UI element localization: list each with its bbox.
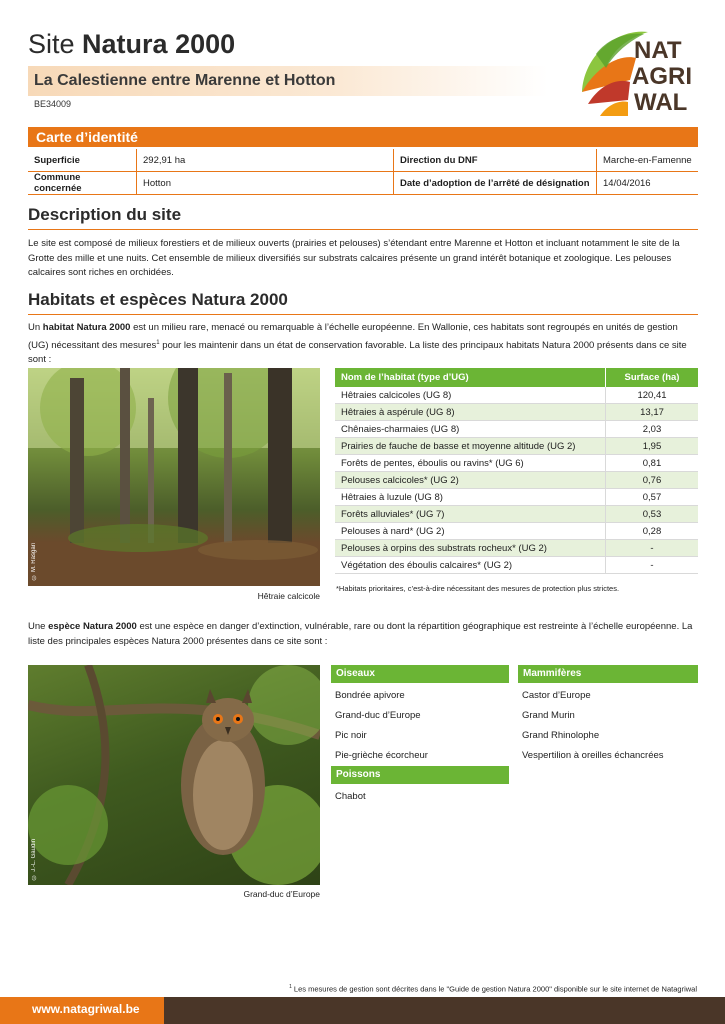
identity-label: Date d’adoption de l’arrêté de désignation <box>394 172 597 195</box>
habitat-name: Forêts de pentes, éboulis ou ravins* (UG 6) <box>335 455 606 472</box>
species-item: Grand Murin <box>522 710 575 721</box>
habitat-row <box>335 489 698 506</box>
habitat-surface: 0,28 <box>606 523 699 540</box>
species-group-heading: Poissons <box>331 766 509 784</box>
habitat-row <box>335 540 698 557</box>
habitat-surface: 1,95 <box>606 438 699 455</box>
owl-illustration <box>28 665 320 885</box>
habitat-surface: 0,76 <box>606 472 699 489</box>
habitat-row <box>335 455 698 472</box>
eagle-owl-photo <box>28 665 320 885</box>
species-item: Grand-duc d’Europe <box>335 710 421 721</box>
species-item: Vespertilion à oreilles échancrées <box>522 750 664 761</box>
table-footnote: *Habitats prioritaires, c’est-à-dire nécessitant des mesures de protection plus strictes. <box>336 584 620 593</box>
habitat-surface: - <box>606 557 699 574</box>
habitat-name: Pelouses à orpins des substrats rocheux* (UG 2) <box>335 540 606 557</box>
habitat-name: Pelouses calcicoles* (UG 2) <box>335 472 606 489</box>
divider <box>28 229 698 230</box>
identity-row <box>28 172 698 195</box>
species-item: Grand Rhinolophe <box>522 730 600 741</box>
photo-credit: © J.-L. Gaudin <box>31 838 37 879</box>
habitat-row <box>335 557 698 574</box>
identity-table <box>28 149 698 195</box>
species-group-heading: Oiseaux <box>331 665 509 683</box>
page-title: Site Natura 2000 <box>28 29 236 59</box>
habitat-row <box>335 387 698 404</box>
identity-value: 14/04/2016 <box>597 172 699 195</box>
logo-line-3: WAL <box>634 89 688 116</box>
beech-forest-photo <box>28 368 320 586</box>
habitat-name: Hêtraies à luzule (UG 8) <box>335 489 606 506</box>
divider <box>28 314 698 315</box>
habitat-table-header <box>335 368 698 387</box>
habitat-name: Prairies de fauche de basse et moyenne altitude (UG 2) <box>335 438 606 455</box>
natagriwal-logo <box>578 24 702 120</box>
habitat-row <box>335 506 698 523</box>
photo-caption: Grand-duc d’Europe <box>243 889 320 899</box>
identity-row <box>28 149 698 172</box>
identity-value: Hotton <box>137 172 394 195</box>
species-group-mammals <box>518 665 698 761</box>
species-item: Castor d’Europe <box>522 690 591 701</box>
description-text: Le site est composé de milieux forestiers et de milieux ouverts (prairies et pelouses) s’étendant entre Marenne et Hotton et incluant notamment le site de la Grotte des mille et une nuits. Cet ensemble de milieux diversifiés sur substrats calcaires présente un grand intérêt botanique et zoologique. Les pelouses calcaires sont riches en orchidées. <box>28 238 680 278</box>
habitat-name: Hêtraies à aspérule (UG 8) <box>335 404 606 421</box>
habitat-row <box>335 404 698 421</box>
identity-value: Marche-en-Famenne <box>597 149 699 172</box>
habitat-name: Pelouses à nard* (UG 2) <box>335 523 606 540</box>
page-footnote: $^1$ Les mesures de gestion sont décrites dans le "Guide de gestion Natura 2000" disponible sur le site internet de Natagriwal <box>289 984 697 994</box>
identity-label: Commune concernée <box>28 172 137 195</box>
habitat-row <box>335 472 698 489</box>
logo-line-1: NAT <box>634 37 682 64</box>
forest-illustration <box>28 368 320 586</box>
species-group-fish <box>331 766 509 802</box>
habitat-row <box>335 438 698 455</box>
identity-label: Superficie <box>28 149 137 172</box>
habitat-row <box>335 523 698 540</box>
species-item: Chabot <box>335 791 366 802</box>
species-group-heading: Mammifères <box>518 665 698 683</box>
habitat-name: Chênaies-charmaies (UG 8) <box>335 421 606 438</box>
identity-heading: Carte d’identité <box>36 129 138 145</box>
habitat-surface: 0,53 <box>606 506 699 523</box>
footer-url-link[interactable]: www.natagriwal.be <box>32 1002 140 1016</box>
species-item: Pic noir <box>335 730 367 741</box>
habitat-surface: 120,41 <box>606 387 699 404</box>
identity-label: Direction du DNF <box>394 149 597 172</box>
habitat-name: Hêtraies calcicoles (UG 8) <box>335 387 606 404</box>
habitat-row <box>335 421 698 438</box>
description-heading: Description du site <box>28 205 182 224</box>
logo-line-2: AGRI <box>632 63 692 90</box>
species-item: Bondrée apivore <box>335 690 405 701</box>
habitat-surface: 0,81 <box>606 455 699 472</box>
habitat-surface: 0,57 <box>606 489 699 506</box>
habitat-name: Forêts alluviales* (UG 7) <box>335 506 606 523</box>
photo-caption: Hêtraie calcicole <box>257 591 320 601</box>
habitat-name: Végétation des éboulis calcaires* (UG 2) <box>335 557 606 574</box>
habitat-surface: - <box>606 540 699 557</box>
site-code: BE34009 <box>34 99 72 109</box>
site-name: La Calestienne entre Marenne et Hotton <box>34 72 336 89</box>
species-intro: Une espèce Natura 2000 est une espèce en danger d’extinction, vulnérable, rare ou dont la répartition géographique est restreinte à l’échelle européenne. La liste des principales espèces Natura 2000 présentes dans ce site sont : <box>28 621 693 647</box>
habitats-heading: Habitats et espèces Natura 2000 <box>28 290 288 309</box>
habitat-table <box>335 368 698 574</box>
habitat-surface: 2,03 <box>606 421 699 438</box>
column-header-name: Nom de l’habitat (type d’UG) <box>335 368 606 387</box>
photo-credit: © M. Rasgari <box>31 543 37 580</box>
column-header-surface: Surface (ha) <box>606 368 699 387</box>
species-group-birds <box>331 665 509 761</box>
identity-value: 292,91 ha <box>137 149 394 172</box>
species-item: Pie-grièche écorcheur <box>335 750 428 761</box>
habitat-surface: 13,17 <box>606 404 699 421</box>
habitat-intro: Un habitat Natura 2000 est un milieu rare, menacé ou remarquable à l’échelle européenne. En Wallonie, ces habitats sont regroupés en unités de gestion (UG) nécessitant des mesures$^1$ pour les maintenir dans un état de conservation favorable. La liste des principaux habitats Natura 2000 présents dans ce site sont : <box>28 322 687 366</box>
